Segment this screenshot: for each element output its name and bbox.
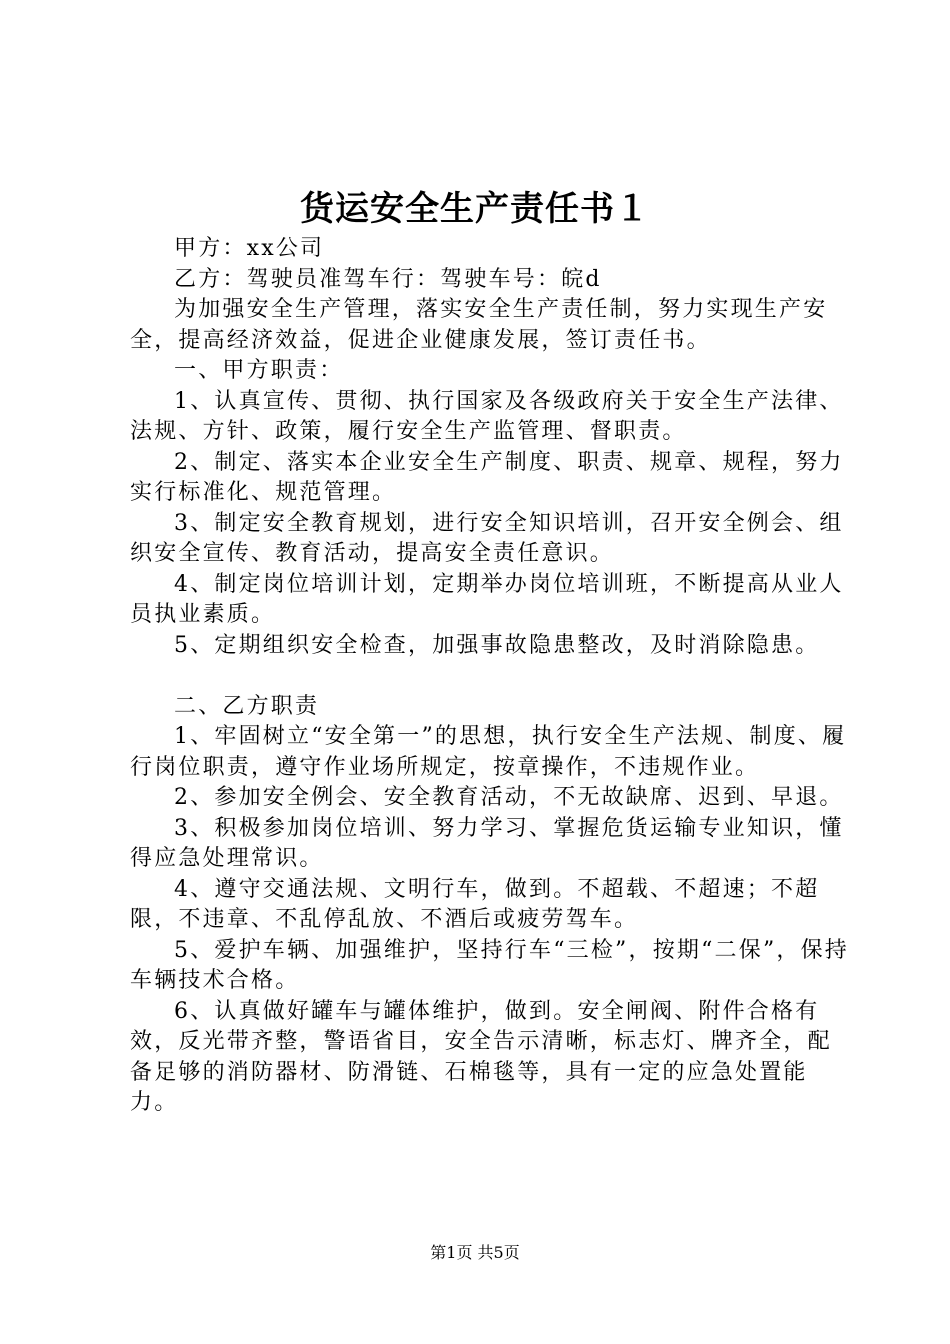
section-heading-party-a: 一、甲方职责：: [174, 358, 344, 383]
party-b-duty-4: 4、遵守交通法规、文明行车，做到。不超载、不超速；不超限，不违章、不乱停乱放、不酒后或疲劳驾车。: [130, 876, 820, 932]
party-b-duty-2: 2、参加安全例会、安全教育活动，不无故缺席、迟到、早退。: [174, 785, 844, 810]
section-heading-party-b: 二、乙方职责: [174, 693, 320, 719]
party-a-line: 甲方：xx公司: [174, 236, 325, 261]
party-a-duty-1: 1、认真宣传、贯彻、执行国家及各级政府关于安全生产法律、法规、方针、政策，履行安全生产监管理、督职责。: [130, 388, 844, 444]
preamble-paragraph: 为加强安全生产管理，落实安全生产责任制，努力实现生产安全，提高经济效益，促进企业健康发展，签订责任书。: [130, 297, 828, 353]
document-title: 货运安全生产责任书１: [300, 189, 650, 229]
party-b-duty-5: 5、爱护车辆、加强维护，坚持行车“三检”，按期“二保”，保持车辆技术合格。: [130, 937, 849, 993]
party-a-duty-5: 5、定期组织安全检查，加强事故隐患整改，及时消除隐患。: [174, 632, 820, 658]
page-number-footer: 第1页 共5页: [430, 1243, 520, 1262]
document-body: [130, 234, 850, 1119]
party-b-duty-3: 3、积极参加岗位培训、努力学习、掌握危货运输专业知识，懂得应急处理常识。: [130, 815, 844, 871]
party-b-duty-6: 6、认真做好罐车与罐体维护，做到。安全闸阀、附件合格有效，反光带齐整，警语省目，安全告示清晰，标志灯、牌齐全，配备足够的消防器材、防滑链、石棉毯等，具有一定的应急处置能力。: [130, 998, 832, 1115]
party-a-duty-2: 2、制定、落实本企业安全生产制度、职责、规章、规程，努力实行标准化、规范管理。: [130, 449, 844, 505]
party-a-duty-4: 4、制定岗位培训计划，定期举办岗位培训班，不断提高从业人员执业素质。: [130, 571, 844, 627]
party-b-line: 乙方：驾驶员准驾车行：驾驶车号：皖d: [174, 266, 602, 292]
party-b-duty-1: 1、牢固树立“安全第一”的思想，执行安全生产法规、制度、履行岗位职责，遵守作业场所规定，按章操作，不违规作业。: [130, 724, 847, 780]
party-a-duty-3: 3、制定安全教育规划，进行安全知识培训，召开安全例会、组织安全宣传、教育活动，提高安全责任意识。: [130, 510, 844, 566]
